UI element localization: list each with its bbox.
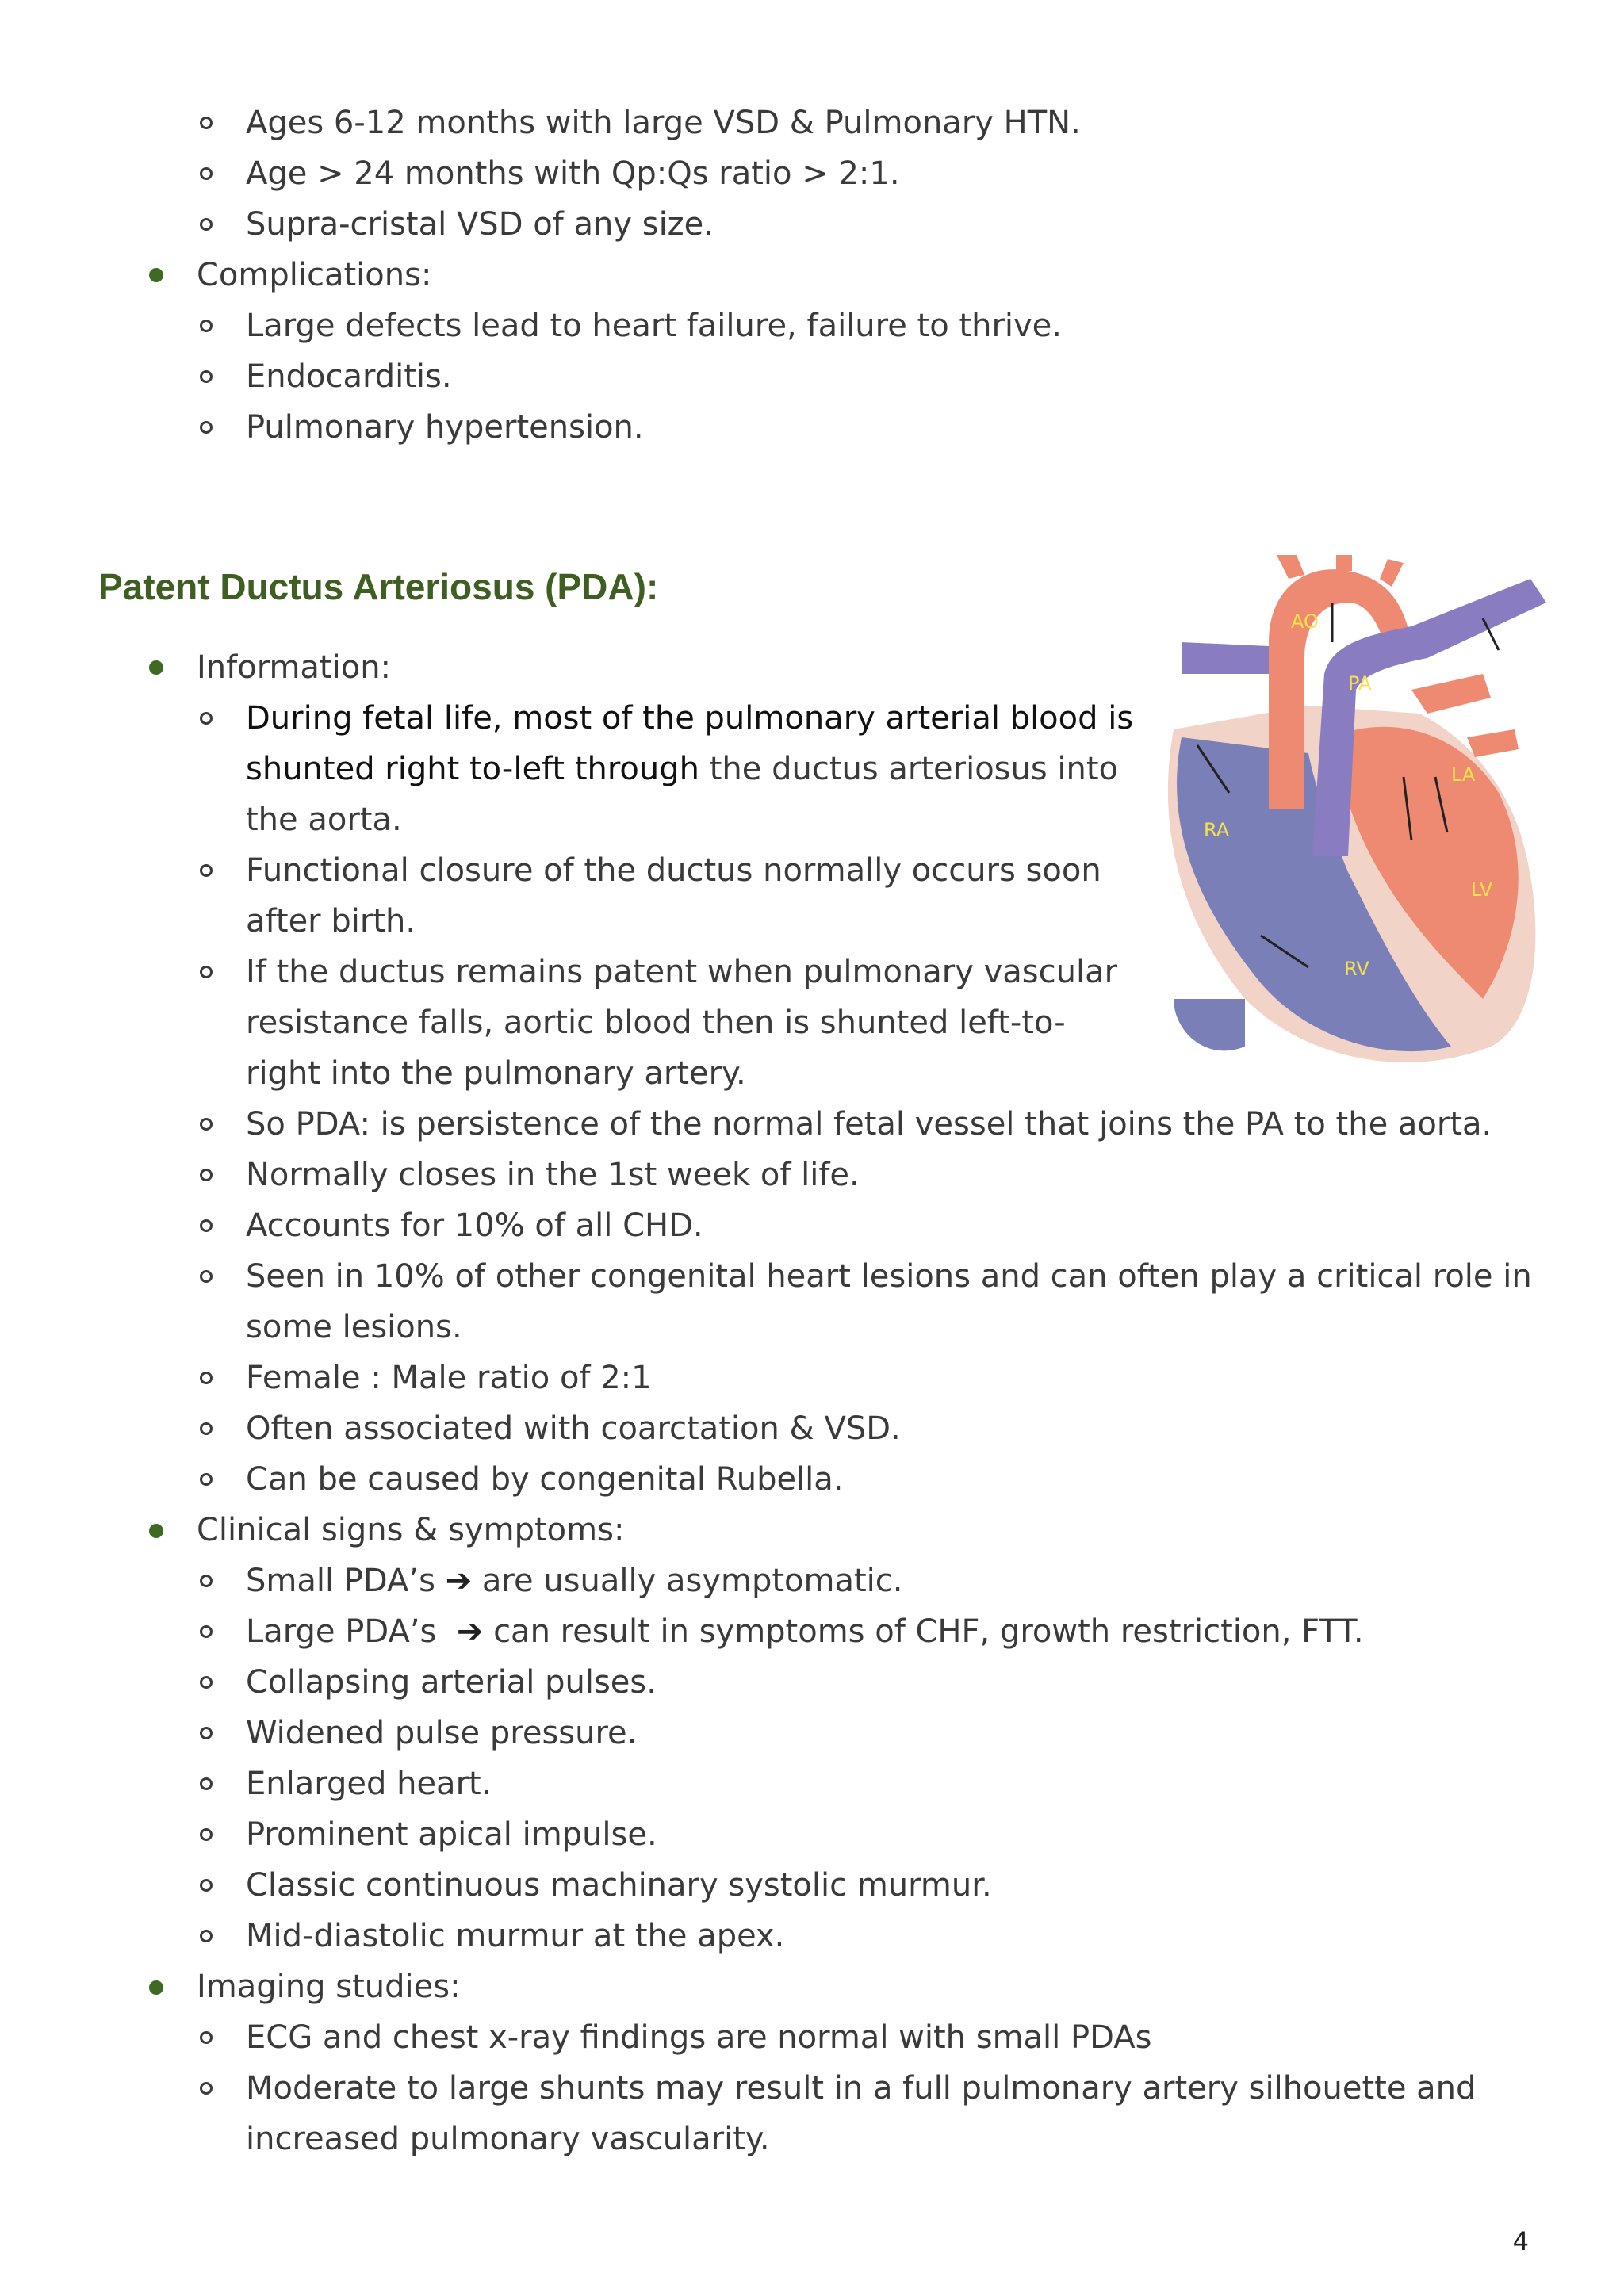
text-span: the ductus arteriosus into [699, 751, 1119, 787]
list-bullet [200, 1169, 213, 1181]
list-item-continuation: increased pulmonary vascularity. [246, 2121, 770, 2157]
heart-diagram [1150, 555, 1546, 1078]
list-bullet [200, 1727, 213, 1739]
imaging-title: Imaging studies: [197, 1969, 461, 2005]
list-item: Moderate to large shunts may result in a full pulmonary artery silhouette and [246, 2070, 1477, 2107]
section-heading: Patent Ductus Arteriosus (PDA): [98, 566, 659, 607]
list-item: Endocarditis. [246, 358, 452, 395]
list-bullet [200, 1575, 213, 1587]
emphasis-text: shunted right to-left through [246, 751, 699, 787]
list-bullet [200, 2082, 213, 2095]
list-item: Mid-diastolic murmur at the apex. [246, 1918, 785, 1954]
list-bullet [200, 1118, 213, 1131]
list-bullet [200, 1828, 213, 1841]
list-bullet [200, 2031, 213, 2044]
label-pa: PA [1348, 672, 1372, 695]
section-bullet [149, 268, 163, 282]
list-item: Female : Male ratio of 2:1 [246, 1360, 652, 1396]
text-span: Small PDA’s [246, 1563, 435, 1599]
list-bullet [200, 1270, 213, 1283]
list-item: Normally closes in the 1st week of life. [246, 1157, 860, 1193]
arrow-right-icon: ➔ [456, 1613, 484, 1650]
list-bullet [200, 421, 213, 434]
list-item: Can be caused by congenital Rubella. [246, 1461, 844, 1498]
section-bullet [149, 660, 163, 675]
list-bullet [200, 966, 213, 978]
label-ao: AO [1291, 610, 1319, 633]
list-bullet [200, 370, 213, 383]
list-bullet [200, 1879, 213, 1892]
list-item-continuation: after birth. [246, 903, 416, 939]
list-bullet [200, 320, 213, 332]
list-item-continuation: resistance falls, aortic blood then is shunted left-to- [246, 1004, 1066, 1041]
list-item: During fetal life, most of the pulmonary arterial blood is [246, 700, 1134, 737]
page-number: 4 [1512, 2226, 1529, 2256]
text-span: can result in symptoms of CHF, growth restriction, FTT. [493, 1613, 1364, 1650]
list-bullet [200, 1422, 213, 1435]
list-bullet [200, 712, 213, 725]
list-item: Large defects lead to heart failure, failure to thrive. [246, 308, 1063, 344]
list-item: Functional closure of the ductus normally occurs soon [246, 852, 1101, 889]
list-item: Accounts for 10% of all CHD. [246, 1207, 703, 1244]
list-item: Classic continuous machinary systolic murmur. [246, 1867, 992, 1904]
list-bullet [200, 864, 213, 877]
list-item: Often associated with coarctation & VSD. [246, 1410, 901, 1447]
label-lv: LV [1471, 878, 1493, 901]
list-item [246, 1606, 1364, 1657]
list-item-continuation: the aorta. [246, 802, 402, 838]
label-la: LA [1451, 763, 1476, 786]
list-bullet [200, 117, 213, 129]
list-bullet [200, 1219, 213, 1232]
list-item: Age > 24 months with Qp:Qs ratio > 2:1. [246, 155, 900, 192]
list-item: Prominent apical impulse. [246, 1816, 657, 1853]
list-bullet [200, 1930, 213, 1942]
list-item: Enlarged heart. [246, 1766, 492, 1802]
vena-cava [1174, 999, 1245, 1050]
information-title: Information: [197, 649, 392, 686]
list-bullet [200, 1473, 213, 1486]
list-item: If the ductus remains patent when pulmonary vascular [246, 954, 1118, 990]
list-item: Widened pulse pressure. [246, 1715, 638, 1751]
section-bullet [149, 1980, 163, 1995]
list-item-continuation [246, 744, 1118, 794]
section-bullet [149, 1524, 163, 1538]
list-item [246, 1556, 903, 1606]
list-item: ECG and chest x-ray findings are normal with small PDAs [246, 2019, 1152, 2056]
text-span: are usually asymptomatic. [481, 1563, 903, 1599]
list-bullet [200, 1625, 213, 1638]
list-item: Collapsing arterial pulses. [246, 1664, 657, 1701]
list-item: So PDA: is persistence of the normal fetal vessel that joins the PA to the aorta. [246, 1106, 1492, 1142]
list-bullet [200, 1777, 213, 1790]
list-item: Ages 6-12 months with large VSD & Pulmonary HTN. [246, 105, 1081, 141]
list-bullet [200, 1372, 213, 1384]
clinical-title: Clinical signs & symptoms: [197, 1512, 625, 1548]
text-span: Large PDA’s [246, 1613, 437, 1650]
list-bullet [200, 167, 213, 180]
pulmonary-branch [1182, 642, 1269, 674]
label-ra: RA [1204, 819, 1230, 841]
list-item-continuation: right into the pulmonary artery. [246, 1055, 746, 1092]
list-bullet [200, 218, 213, 231]
arrow-right-icon: ➔ [445, 1563, 473, 1599]
list-item: Seen in 10% of other congenital heart lesions and can often play a critical role in [246, 1258, 1532, 1295]
list-item: Pulmonary hypertension. [246, 409, 644, 446]
list-bullet [200, 1676, 213, 1689]
list-item-continuation: some lesions. [246, 1309, 462, 1345]
complications-title: Complications: [197, 257, 432, 293]
label-rv: RV [1344, 958, 1369, 980]
list-item: Supra-cristal VSD of any size. [246, 206, 714, 243]
